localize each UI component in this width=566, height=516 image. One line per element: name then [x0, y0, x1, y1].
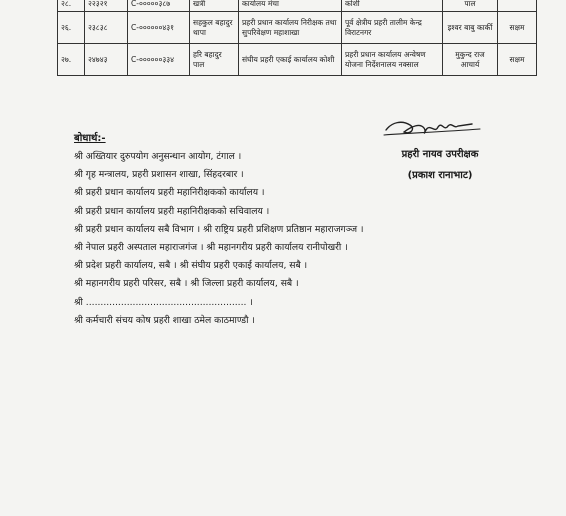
table-row	[58, 12, 537, 44]
cc-item: श्री गृह मन्त्रालय, प्रहरी प्रशासन शाखा, सिंहदरबार ।	[74, 169, 244, 181]
row-from-office: संघीय प्रहरी एकाई कार्यालय कोशी	[239, 44, 342, 76]
row-from-office: प्रहरी प्रधान कार्यालय निरीक्षक तथा सुपरिवेक्षण महाशाखा	[239, 12, 342, 44]
row-result	[498, 0, 537, 12]
cc-item: श्री प्रहरी प्रधान कार्यालय प्रहरी महानिरीक्षकको सचिवालय ।	[74, 205, 270, 217]
row-code: C-००००००४३१	[128, 12, 190, 44]
cc-item: श्री अख्तियार दुरुपयोग अनुसन्धान आयोग, टंगाल ।	[74, 151, 242, 162]
row-code: C-०००००३८७	[128, 0, 190, 12]
row-name: सहकुल बहादुर थापा	[190, 12, 239, 44]
row-number: २३८३८	[85, 12, 128, 44]
row-from-office: कार्यालय मंचा	[239, 0, 342, 12]
signature-block	[370, 116, 510, 181]
row-serial: २७.	[58, 44, 85, 76]
row-number: २४७४३	[85, 44, 128, 76]
signatory-name: (प्रकाश रानाभाट)	[407, 170, 473, 181]
row-remark: पाल	[443, 0, 498, 12]
cc-list	[74, 148, 364, 330]
row-code: C-००००००३३४	[128, 44, 190, 76]
row-to-office: पूर्व क्षेत्रीय प्रहरी तालीम केन्द्र विराटनगर	[342, 12, 443, 44]
cc-item: श्री प्रहरी प्रधान कार्यालय प्रहरी महानिरीक्षकको कार्यालय ।	[74, 187, 265, 199]
cc-heading: बोधार्थ:-	[74, 133, 106, 144]
cc-item: श्री ....................................................... ।	[74, 296, 253, 308]
signatory-designation: प्रहरी नायव उपरीक्षक	[401, 149, 479, 160]
row-serial: २८.	[58, 0, 85, 12]
row-result: सक्षम	[498, 12, 537, 44]
row-number: २२३२१	[85, 0, 128, 12]
cc-item: श्री महानगरीय प्रहरी परिसर, सबै । श्री जिल्ला प्रहरी कार्यालय, सबै ।	[74, 278, 299, 290]
cc-item: श्री कर्मचारी संचय कोष प्रहरी शाखा ठमेल काठमाण्डौ ।	[74, 314, 255, 326]
row-serial: २६.	[58, 12, 85, 44]
table-row	[58, 44, 537, 76]
row-name: खत्री	[190, 0, 239, 12]
row-result: सक्षम	[498, 44, 537, 76]
row-name: हरि बहादुर पाल	[190, 44, 239, 76]
row-to-office: प्रहरी प्रधान कार्यालय अन्वेषण योजना निर्देशनालय नक्साल	[342, 44, 443, 76]
handwritten-signature	[380, 116, 490, 142]
row-remark: इश्वर बाबु कार्की	[443, 12, 498, 44]
cc-item: श्री नेपाल प्रहरी अस्पताल महाराजगंज । श्री महानगरीय प्रहरी कार्यालय रानीपोखरी ।	[74, 241, 348, 253]
transfer-table	[57, 0, 537, 76]
cc-item: श्री प्रदेश प्रहरी कार्यालय, सबै । श्री संघीय प्रहरी एकाई कार्यालय, सबै ।	[74, 260, 308, 272]
row-to-office: कोशी	[342, 0, 443, 12]
cc-item: श्री प्रहरी प्रधान कार्यालय सबै विभाग । श्री राष्ट्रिय प्रहरी प्रशिक्षण प्रतिष्ठान महाराजगञ्ज ।	[74, 223, 364, 235]
table-row	[58, 0, 537, 12]
row-remark: मुकुन्द राज आचार्य	[443, 44, 498, 76]
